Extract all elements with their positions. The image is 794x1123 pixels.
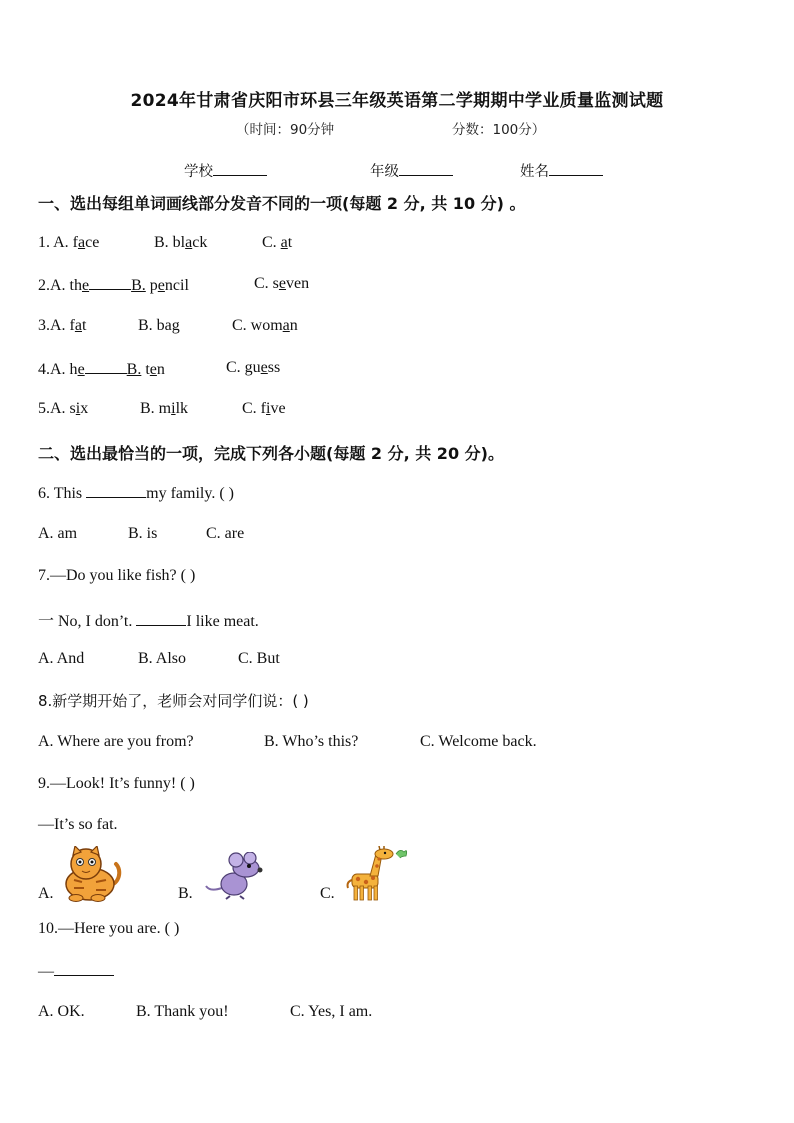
question-10: 10.—Here you are. ( ) <box>38 920 180 937</box>
question-5: 5.A. six B. milk C. five <box>38 400 286 417</box>
question-9-reply: —It’s so fat. <box>38 816 118 833</box>
q9-option-b[interactable]: B. <box>178 885 193 902</box>
mouse-picture <box>204 852 268 900</box>
q7-option-b[interactable]: B. Also <box>138 650 187 667</box>
school-blank[interactable] <box>213 161 267 176</box>
q6-options <box>38 525 245 543</box>
q2-option-c: C. seven <box>254 275 310 292</box>
question-8: 8.新学期开始了，老师会对同学们说：( ) <box>38 692 309 710</box>
q1-option-b: B. black <box>154 234 208 251</box>
q10-options <box>38 1003 373 1021</box>
school-label: 学校 <box>184 164 213 180</box>
q3-option-c: C. woman <box>232 317 298 334</box>
q8-option-b[interactable]: B. Who’s this? <box>264 733 359 750</box>
grade-label: 年级 <box>370 164 399 180</box>
grade-field <box>370 160 453 181</box>
question-1: 1. A. face B. black C. at <box>38 234 293 251</box>
page-title: 2024年甘肃省庆阳市环县三年级英语第二学期期中学业质量监测试题 <box>130 91 664 111</box>
exam-score: 分数：100分） <box>452 122 546 138</box>
q10-option-c[interactable]: C. Yes, I am. <box>290 1003 373 1020</box>
section-2-heading: 二、选出最恰当的一项，完成下列各小题(每题 2 分, 共 20 分)。 <box>38 444 504 463</box>
question-7: 7.—Do you like fish? ( ) <box>38 567 196 584</box>
section-1-heading: 一、选出每组单词画线部分发音不同的一项(每题 2 分, 共 10 分) 。 <box>38 194 526 213</box>
q8-options <box>38 733 537 751</box>
q7-blank[interactable] <box>136 611 186 626</box>
q5-option-b: B. milk <box>140 400 189 417</box>
question-10-reply: — <box>38 961 114 981</box>
q10-blank[interactable] <box>54 961 114 976</box>
name-label: 姓名 <box>520 164 549 180</box>
cat-picture <box>60 846 126 902</box>
grade-blank[interactable] <box>399 161 453 176</box>
q5-option-c: C. five <box>242 400 286 417</box>
q10-option-b[interactable]: B. Thank you! <box>136 1003 229 1020</box>
question-2: 2.A. the B. pencil C. seven <box>38 275 310 294</box>
question-9: 9.—Look! It’s funny! ( ) <box>38 775 195 792</box>
q8-option-a[interactable]: A. Where are you from? <box>38 733 194 750</box>
q7-options <box>38 650 280 668</box>
question-3: 3.A. fat B. bag C. woman <box>38 317 298 334</box>
q6-option-a[interactable]: A. am <box>38 525 78 542</box>
question-7-reply: 一 No, I don’t. I like meat. <box>38 613 259 630</box>
name-blank[interactable] <box>549 161 603 176</box>
name-field <box>520 160 603 181</box>
q6-option-b[interactable]: B. is <box>128 525 158 542</box>
question-4: 4.A. he B. ten C. guess <box>38 359 281 378</box>
q10-option-a[interactable]: A. OK. <box>38 1003 85 1020</box>
q7-option-c[interactable]: C. But <box>238 650 280 667</box>
q7-option-a[interactable]: A. And <box>38 650 85 667</box>
school-field <box>184 160 267 181</box>
question-6: 6. This my family. ( ) <box>38 485 234 502</box>
q6-option-c[interactable]: C. are <box>206 525 245 542</box>
q1-option-c: C. at <box>262 234 293 251</box>
q4-option-c: C. guess <box>226 359 281 376</box>
q9-option-a[interactable]: A. <box>38 885 54 902</box>
q8-option-c[interactable]: C. Welcome back. <box>420 733 537 750</box>
exam-time: （时间：90分钟 <box>236 122 335 138</box>
q3-option-b: B. bag <box>138 317 180 334</box>
q6-blank[interactable] <box>86 483 146 498</box>
q9-option-c[interactable]: C. <box>320 885 335 902</box>
giraffe-picture <box>344 846 410 902</box>
